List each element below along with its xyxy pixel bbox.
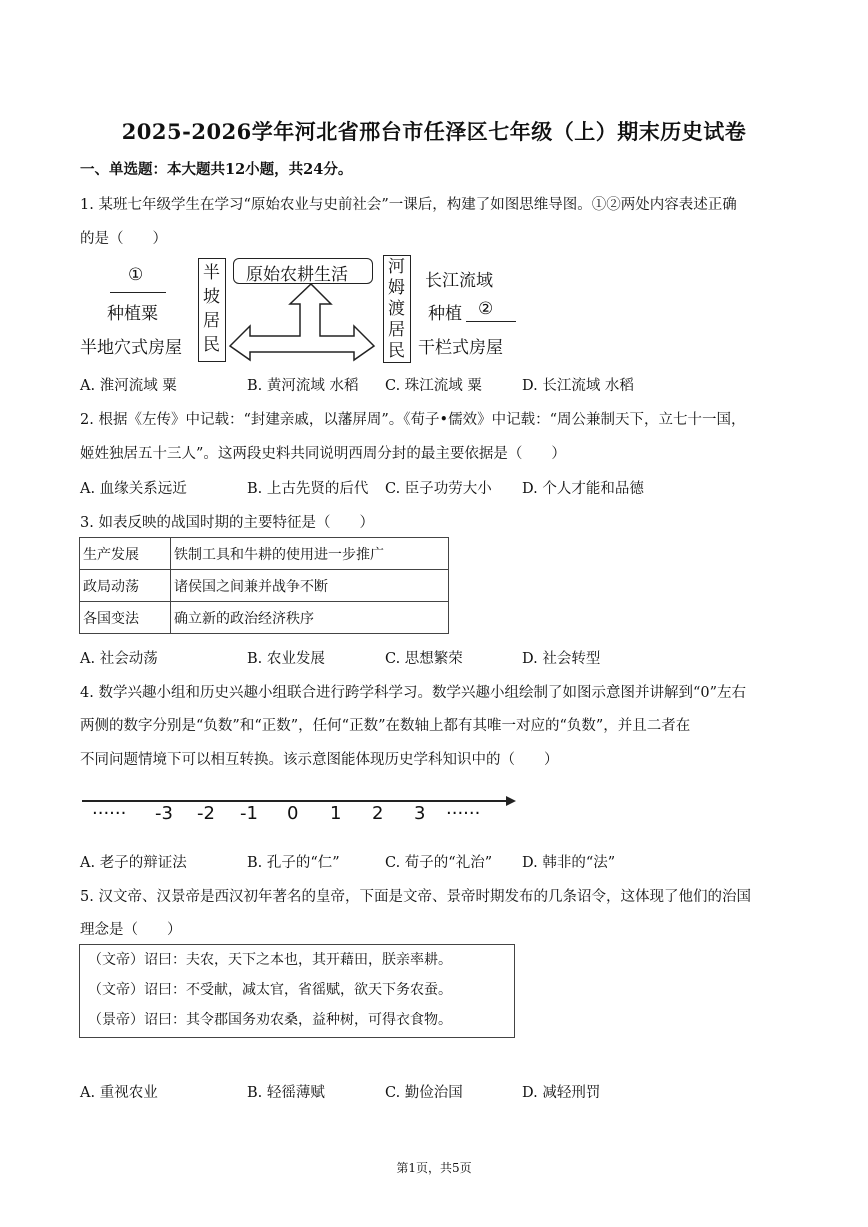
banpo-char: 居 [203, 311, 220, 331]
left-crop-text: 种植粟 [107, 304, 158, 324]
right-house-text: 干栏式房屋 [418, 338, 503, 358]
number-line-tick: 0 [287, 803, 299, 824]
number-line-tick: -3 [155, 803, 173, 824]
hemudu-char: 民 [388, 341, 405, 361]
q5-option-a[interactable]: A. 重视农业 [80, 1085, 158, 1101]
center-box [233, 258, 373, 284]
q5-option-d[interactable]: D. 减轻刑罚 [522, 1085, 601, 1101]
arrow-right-icon [506, 796, 516, 806]
q1-stem-line2: 的是（ ） [80, 231, 167, 247]
double-arrow-icon [228, 284, 376, 362]
q4-option-a[interactable]: A. 老子的辩证法 [80, 855, 187, 871]
q2-option-a[interactable]: A. 血缘关系远近 [80, 481, 187, 497]
left-house-text: 半地穴式房屋 [80, 338, 182, 358]
hemudu-box [383, 255, 411, 363]
center-text: 原始农耕生活 [246, 265, 348, 285]
table-row [80, 602, 449, 634]
q4-option-d[interactable]: D. 韩非的“法” [522, 855, 616, 871]
number-line-ellipsis: ······ [446, 803, 481, 824]
q3-table [79, 537, 449, 634]
banpo-box [198, 258, 226, 362]
hemudu-char: 河 [388, 257, 405, 277]
edict-line: （文帝）诏曰：不受献，减太官，省徭赋，欲天下务农蚕。 [88, 982, 452, 998]
number-line-axis [82, 800, 510, 802]
right-crop-prefix: 种植 [428, 304, 462, 324]
q2-option-c[interactable]: C. 臣子功劳大小 [385, 481, 492, 497]
q4-stem-line1: 4. 数学兴趣小组和历史兴趣小组联合进行跨学科学习。数学兴趣小组绘制了如图示意图并讲解到“0”左右 [80, 685, 746, 701]
q1-option-b[interactable]: B. 黄河流域 水稻 [247, 378, 359, 394]
q2-option-b[interactable]: B. 上古先贤的后代 [247, 481, 369, 497]
q1-stem-line1: 1. 某班七年级学生在学习“原始农业与史前社会”一课后，构建了如图思维导图。①②两处内容表述正确 [80, 197, 737, 213]
table-cell: 确立新的政治经济秩序 [171, 602, 449, 634]
blank-1-label: ① [128, 265, 144, 285]
number-line-tick: -2 [197, 803, 215, 824]
q4-option-c[interactable]: C. 荀子的“礼治” [385, 855, 493, 871]
hemudu-char: 渡 [388, 299, 405, 319]
number-line-tick: 1 [330, 803, 342, 824]
edict-line: （景帝）诏曰：其令郡国务劝农桑，益种树，可得衣食物。 [88, 1012, 452, 1028]
hemudu-char: 居 [388, 320, 405, 340]
q5-edict-box [79, 944, 515, 1038]
edict-line: （文帝）诏曰：夫农，天下之本也，其开藉田，朕亲率耕。 [88, 952, 452, 968]
q4-stem-line3: 不同问题情境下可以相互转换。该示意图能体现历史学科知识中的（ ） [80, 752, 559, 768]
section-heading: 一、单选题：本大题共12小题，共24分。 [80, 161, 353, 178]
q4-option-b[interactable]: B. 孔子的“仁” [247, 855, 340, 871]
number-line-tick: -1 [240, 803, 258, 824]
q5-option-b[interactable]: B. 轻徭薄赋 [247, 1085, 325, 1101]
q5-stem-line2: 理念是（ ） [80, 922, 182, 938]
q3-option-b[interactable]: B. 农业发展 [247, 651, 325, 667]
q3-option-c[interactable]: C. 思想繁荣 [385, 651, 463, 667]
blank-1-line [110, 292, 166, 293]
table-cell: 铁制工具和牛耕的使用进一步推广 [171, 538, 449, 570]
table-row [80, 538, 449, 570]
banpo-char: 民 [203, 335, 220, 355]
q2-option-d[interactable]: D. 个人才能和品德 [522, 481, 644, 497]
q4-stem-line2: 两侧的数字分别是“负数”和“正数”，任何“正数”在数轴上都有其唯一对应的“负数”，并且二者在 [80, 718, 691, 734]
banpo-char: 半 [203, 263, 220, 283]
q1-option-c[interactable]: C. 珠江流域 粟 [385, 378, 482, 394]
q2-stem-line1: 2. 根据《左传》中记载：“封建亲戚，以藩屏周”。《荀子•儒效》中记载：“周公兼制天下，立七十一国， [80, 412, 746, 428]
table-cell: 各国变法 [80, 602, 171, 634]
q3-option-d[interactable]: D. 社会转型 [522, 651, 601, 667]
table-row [80, 570, 449, 602]
q1-option-d[interactable]: D. 长江流域 水稻 [522, 378, 634, 394]
number-line-tick: 3 [414, 803, 426, 824]
q5-option-c[interactable]: C. 勤俭治国 [385, 1085, 463, 1101]
page-title: 2025-2026学年河北省邢台市任泽区七年级（上）期末历史试卷 [121, 119, 747, 144]
right-region-text: 长江流域 [425, 271, 493, 291]
banpo-char: 坡 [203, 287, 220, 307]
number-line-ellipsis: ······ [92, 803, 127, 824]
q3-stem-line1: 3. 如表反映的战国时期的主要特征是（ ） [80, 515, 374, 531]
page-footer: 第1页，共5页 [396, 1161, 472, 1175]
number-line-tick: 2 [372, 803, 384, 824]
hemudu-char: 姆 [388, 278, 405, 298]
blank-2-line [466, 321, 516, 322]
table-cell: 生产发展 [80, 538, 171, 570]
q5-stem-line1: 5. 汉文帝、汉景帝是西汉初年著名的皇帝，下面是文帝、景帝时期发布的几条诏令，这体现了他们的治国 [80, 889, 751, 905]
q1-option-a[interactable]: A. 淮河流域 粟 [80, 378, 177, 394]
table-cell: 政局动荡 [80, 570, 171, 602]
blank-2-label: ② [478, 299, 494, 319]
q3-option-a[interactable]: A. 社会动荡 [80, 651, 158, 667]
q2-stem-line2: 姬姓独居五十三人”。这两段史料共同说明西周分封的最主要依据是（ ） [80, 446, 566, 462]
table-cell: 诸侯国之间兼并战争不断 [171, 570, 449, 602]
